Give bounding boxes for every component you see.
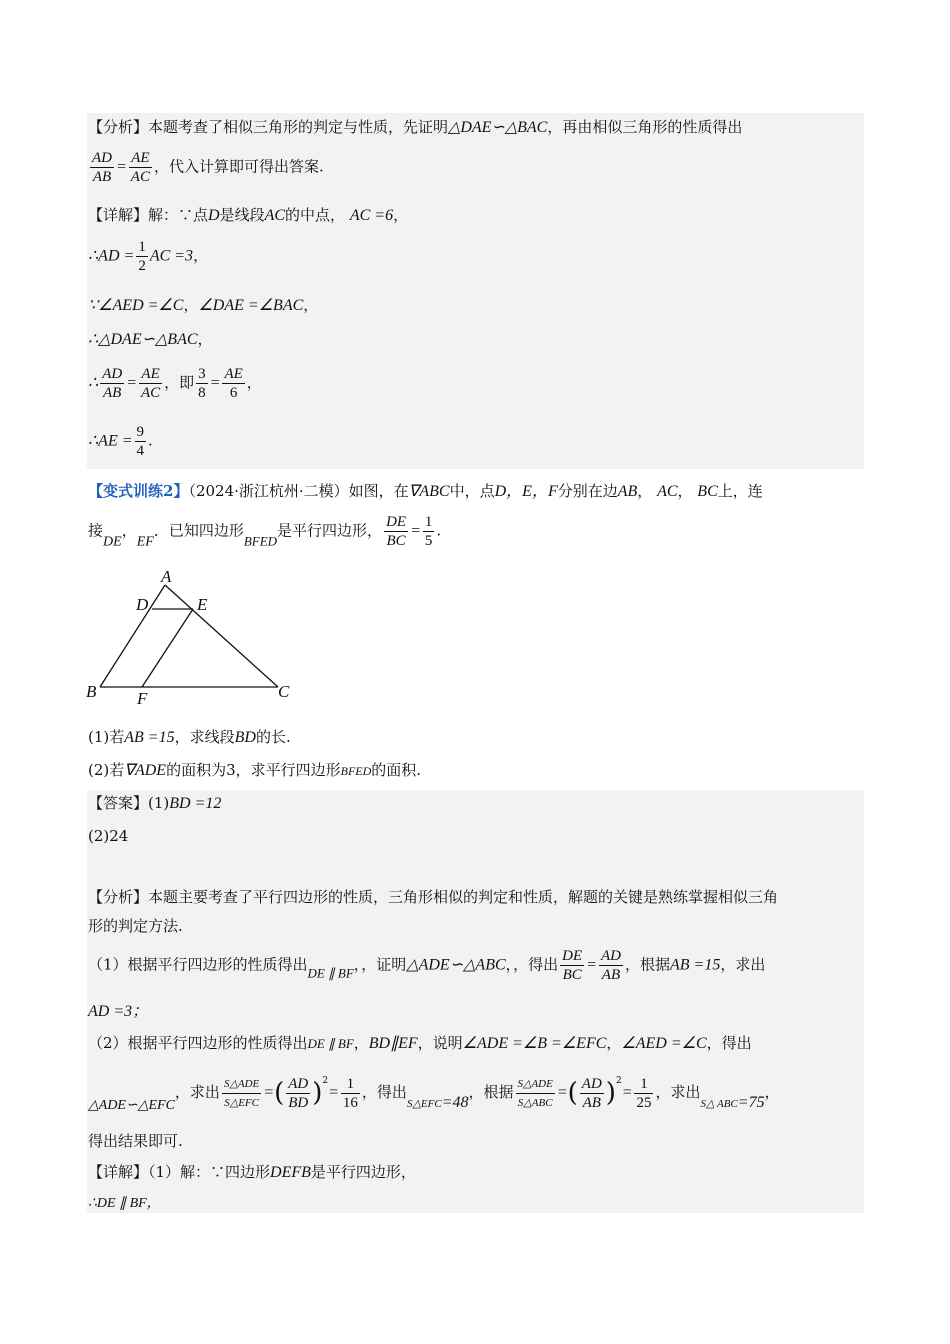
fraction-num: 1 (138, 239, 146, 255)
s-text: ，说明 (417, 1034, 463, 1052)
answer-line-2 (88, 826, 128, 846)
comma: ， (303, 296, 319, 314)
fraction-num: AD (92, 150, 112, 166)
fraction (286, 1075, 310, 1112)
fraction-den: BC (386, 533, 406, 549)
similar-conclusion: ∴△DAE∽△BAC (88, 331, 198, 348)
problem-text: 接 (88, 521, 104, 540)
analysis2-p2 (88, 916, 183, 936)
analysis-text-tail: ，再由相似三角形的性质得出 (547, 118, 743, 136)
problem-text: 分别在边 (557, 482, 618, 500)
fraction (341, 1075, 360, 1112)
fraction-den: S△ABC (517, 1096, 553, 1109)
fraction (100, 365, 124, 402)
equals: = (586, 956, 597, 974)
s-text: ，得出 (513, 955, 559, 974)
ac-value: AC =6 (349, 207, 394, 224)
fraction-num: S△ADE (222, 1075, 261, 1094)
comma: ， (197, 330, 213, 348)
answer-label: 【答案】(1) (88, 794, 170, 812)
similar-statement: △DAE∽△BAC (448, 119, 548, 136)
step-text: ∴AD = (88, 247, 135, 265)
comma: ， (353, 1034, 369, 1052)
analysis-line-1 (88, 117, 742, 138)
detail-text: ， (393, 206, 409, 224)
side-ac-line (165, 585, 278, 687)
detail-text: 是线段 (219, 206, 265, 224)
side-ab: AB (617, 483, 638, 500)
equals: = (328, 1084, 339, 1101)
equals: = (209, 374, 221, 392)
segment-ac: AC (264, 207, 286, 224)
fraction (139, 365, 162, 402)
d-text: 【详解】（1）解：∵四边形 (88, 1163, 271, 1181)
fraction (599, 947, 623, 984)
points-def: D，E，F (494, 483, 558, 500)
step-1 (88, 238, 208, 275)
fraction-den: 5 (424, 533, 433, 549)
parallel-de-bf: DE ∥ BF (307, 1036, 354, 1051)
question-2 (88, 760, 421, 781)
fraction-num: DE (386, 514, 407, 530)
ratio-fraction (384, 513, 408, 550)
fraction-den: 2 (138, 258, 146, 274)
fraction (634, 1075, 653, 1112)
point-d: D (208, 207, 220, 224)
fraction-num: AE (224, 366, 243, 382)
analysis-line-2: $\frac{AD}{AB}$ = $\frac{AE}{AC}$ ，代入计算即可得出答案. (92, 150, 324, 185)
q-text: 的长. (255, 728, 291, 746)
analysis-text: 【分析】本题主要考查了平行四边形的性质，三角形相似的判定和性质，解题的关键是熟练掌握相似三角 (88, 888, 779, 906)
step-3 (88, 329, 213, 350)
s-text: ，求出 (174, 1083, 220, 1101)
problem-line-1: 【变式训练2】（2024·浙江杭州·二模）如图，在∇ABC中，点D，E，F分别在边AB， AC， BC上，连 (88, 482, 763, 500)
ab-value: AB =15 (124, 729, 175, 746)
s-text: ，得出 (361, 1083, 407, 1101)
parallel-de-bf: DE ∥ BF (307, 965, 354, 981)
ratio-value (423, 513, 435, 550)
fraction-num: AD (288, 1075, 309, 1092)
s-text: ，求出 (720, 955, 766, 974)
detail2-d1 (88, 1162, 416, 1183)
area-efc: S△EFC (406, 1098, 442, 1110)
area-value: =48 (441, 1094, 469, 1111)
comma: ， (183, 296, 199, 314)
answer-2: (2)24 (88, 827, 129, 845)
analysis2-s1: （1）根据平行四边形的性质得出DE ∥ BF，，证明△ADE∽△ABC，，得出 $\frac{DE}{BC}$ = $\frac{AD}{AB}$ ，根据AB =15，求出 (88, 948, 766, 983)
q-text: (1)若 (88, 728, 125, 746)
fraction-den: AC (130, 169, 150, 185)
ab-value: AB =15 (669, 956, 721, 974)
equals: = (621, 1084, 633, 1101)
period: . (148, 431, 153, 450)
step-text: ∴AE = (88, 432, 133, 450)
equals: = (410, 522, 421, 540)
detail-line (88, 205, 408, 226)
analysis-text: 【分析】本题考查了相似三角形的判定与性质，先证明 (88, 118, 449, 136)
fraction-num: 1 (424, 514, 433, 530)
fraction-den: 25 (636, 1094, 652, 1111)
triangle-ade: ∇ADE (124, 762, 167, 779)
segment-bd: BD (234, 729, 256, 746)
area-abc: S△ ABC (700, 1098, 738, 1110)
answer-line-1 (88, 793, 221, 814)
area-ratio (516, 1075, 555, 1112)
fraction (222, 365, 244, 402)
q-text: 的面积. (371, 761, 422, 779)
fraction-num: AD (581, 1075, 602, 1092)
triangle-abc: ∇ABC (408, 483, 450, 500)
analysis2-s1b (88, 1001, 148, 1022)
parallel-conclusion: ∴DE ∥ BF， (88, 1196, 161, 1211)
detail2-d2 (88, 1192, 161, 1214)
side-bc: BC (697, 483, 718, 500)
fraction-den: BC (562, 967, 582, 983)
label-f: F (137, 689, 148, 708)
problem-text: ．已知四边形 (153, 521, 244, 540)
q-text: ，求线段 (174, 728, 235, 746)
s-text: 得出结果即可. (88, 1132, 183, 1150)
fraction (196, 365, 208, 402)
problem-source: （2024·浙江杭州·二模）如图，在 (188, 482, 409, 500)
step-4 (88, 365, 262, 402)
angle-eq: ∠AED =∠C (621, 1035, 707, 1052)
fraction (580, 1075, 604, 1112)
analysis2-s4 (88, 1131, 183, 1151)
fraction-den: 6 (229, 385, 238, 401)
comma: ， (606, 1034, 622, 1052)
similar-ade-efc: △ADE∽△EFC (88, 1098, 175, 1113)
segment-ef: EF (136, 534, 154, 550)
q-text: 的面积为3，求平行四边形 (166, 761, 341, 779)
fraction-num: S△ADE (516, 1075, 555, 1094)
fraction-num: 1 (341, 1075, 360, 1094)
analysis-tail: ，代入计算即可得出答案. (153, 157, 324, 176)
quad-bfed: BFED (243, 533, 278, 549)
fraction-den: 16 (342, 1094, 358, 1111)
s-text: ，根据 (624, 955, 670, 974)
equals: = (126, 374, 137, 392)
fraction-num: AE (139, 365, 162, 384)
fraction-den: 4 (136, 443, 145, 459)
label-e: E (197, 595, 208, 614)
ad-value: AD =3； (88, 1003, 149, 1020)
fraction-den: AB (103, 385, 122, 401)
d-text: 是平行四边形， (310, 1163, 416, 1181)
s-text: ，得出 (706, 1034, 752, 1052)
detail-text: 【详解】解：∵点 (88, 206, 209, 224)
fraction-num: 3 (198, 366, 206, 382)
question-1 (88, 727, 291, 748)
similar-ade-abc: △ADE∽△ABC (406, 956, 506, 974)
fraction-num: AD (102, 366, 123, 382)
analysis2-s3: △ADE∽△EFC，求出 $\frac{\text{S△ADE}}{\text{S△EFC}}$ =( $\frac{AD}{BD}$ )$^2$= $\frac{1}{16}$ ，得出$_{S\triangle EFC}$=48，根据 $\frac{\text{S△ADE}}{\text{S△ABC}}$ =( $\frac{AD}{AB}$ )$^2$= $\frac{1}{25}$ ，求出$_{S\triangle ABC}$=75， (88, 1075, 780, 1113)
label-a: A (161, 567, 172, 586)
parallel-bd-ef: BD∥EF (368, 1035, 418, 1052)
fraction-num: 9 (136, 424, 145, 440)
comma: ， (193, 246, 209, 265)
problem-text: 中，点 (449, 482, 495, 500)
fraction-den: AB (582, 1094, 601, 1111)
side-ab-line (100, 585, 165, 687)
equals: = (556, 1084, 568, 1101)
therefore: ∴ (88, 374, 99, 392)
quad-bfed: BFED (340, 764, 372, 778)
angle-eq: ∠DAE =∠BAC (198, 297, 304, 314)
comma: ， (246, 373, 262, 392)
equals: = (263, 1084, 275, 1101)
step-5 (88, 423, 153, 460)
exponent: 2 (322, 1076, 329, 1086)
fraction-num: AE (129, 149, 152, 168)
problem-text: 上，连 (717, 482, 763, 500)
area-value: =75 (737, 1094, 765, 1111)
angle-eq: ∠ADE =∠B =∠EFC (462, 1035, 607, 1052)
analysis2-s2 (88, 1033, 752, 1054)
label-b: B (86, 682, 97, 701)
analysis-text: 形的判定方法. (88, 917, 183, 935)
step-text: ，即 (164, 373, 195, 392)
label-c: C (278, 682, 290, 701)
triangle-figure (80, 565, 310, 710)
q-text: (2)若 (88, 761, 125, 779)
fraction-num: DE (562, 948, 583, 964)
s-text: （2）根据平行四边形的性质得出 (88, 1034, 308, 1052)
answer-block (87, 790, 864, 1213)
fraction (560, 947, 584, 984)
fraction-den: 8 (198, 385, 206, 401)
fraction-ae-ac (129, 149, 152, 186)
answer-1: BD =12 (169, 795, 222, 812)
quad-defb: DEFB (270, 1164, 311, 1181)
fraction-den: BD (288, 1094, 309, 1111)
angle-eq: ∵∠AED =∠C (88, 297, 184, 314)
problem-line-2: 接DE，EF．已知四边形BFED是平行四边形， $\frac{DE}{BC}$ = $\frac{1}{5}$ . (88, 514, 442, 550)
fraction-den: AB (92, 169, 112, 185)
fraction-den: AC (140, 385, 161, 401)
segment-ef-line (142, 609, 193, 687)
step-text: AC =3 (149, 247, 194, 265)
side-ac: AC (657, 483, 678, 500)
s-text: （1）根据平行四边形的性质得出 (88, 955, 308, 974)
segment-de: DE (103, 534, 122, 550)
comma: ， (764, 1083, 780, 1101)
fraction-num: 1 (634, 1075, 653, 1094)
label-d: D (136, 595, 149, 614)
exponent: 2 (615, 1076, 622, 1086)
s-text: ，根据 (468, 1083, 514, 1101)
fraction-half (136, 238, 148, 275)
s-text: ，证明 (361, 955, 407, 974)
s-text: ，求出 (655, 1083, 701, 1101)
problem-text: 是平行四边形， (277, 521, 383, 540)
detail-text: 的中点， (285, 206, 346, 224)
fraction-den: S△EFC (224, 1096, 259, 1109)
problem-tag: 【变式训练2】 (88, 482, 189, 500)
fraction (135, 423, 147, 460)
analysis2-p1 (88, 887, 778, 907)
fraction-num: AD (600, 948, 621, 964)
fraction-den: AB (601, 967, 621, 983)
step-2 (88, 295, 318, 316)
area-ratio (222, 1075, 261, 1112)
fraction-ad-ab (90, 149, 114, 186)
